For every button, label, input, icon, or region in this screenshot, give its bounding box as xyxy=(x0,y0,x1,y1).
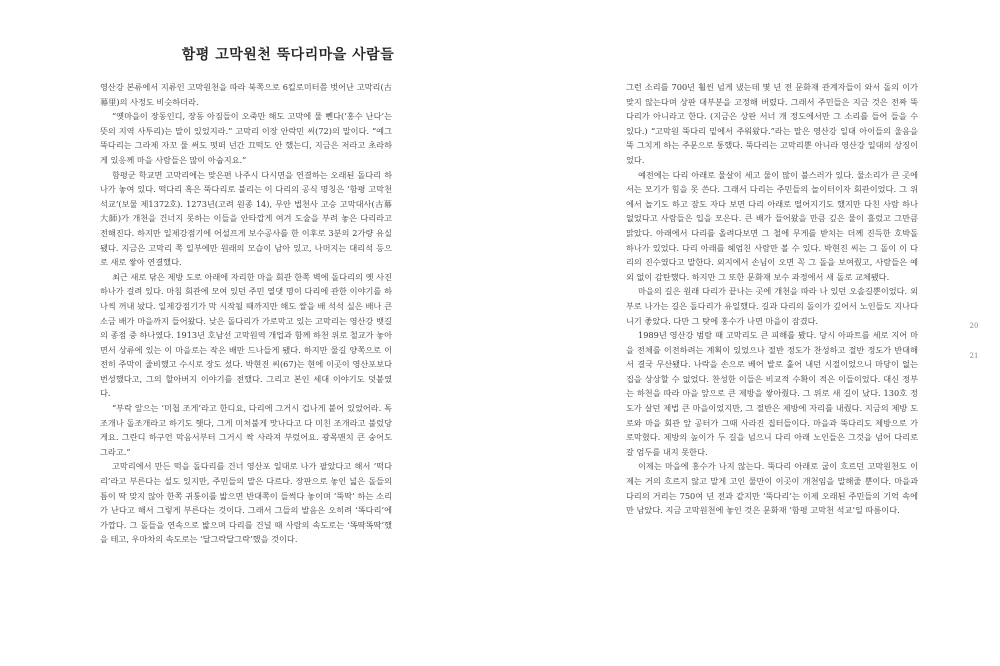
left-page-body xyxy=(100,80,392,547)
paragraph: 마을의 길은 원래 다리가 끝나는 곳에 개천을 따라 나 있던 오솔길뿐이었다. 외부로 나가는 길은 돌다리가 유일했다. 길과 다리의 돌이가 깊어서 노인들도 지나다니기 좋았다. 다만 그 탓에 홍수가 나면 마을이 잠겼다. xyxy=(626,286,918,326)
paragraph: 예전에는 다리 아래로 물살이 세고 물이 많이 불스러가 있다. 물소리가 큰 곳에서는 모기가 힘을 못 쓴다. 그래서 다리는 주민들의 놀이터이자 회관이었다. 그 위에서 놀기도 하고 잠도 자다 보면 다리 아래로 떨어지기도 했지만 다친 사람 하나 없었다고 사람들은 입을 모은다. 큰 배가 들어왔을 만큼 깊은 물이 흘렀고 그만큼 맑았다. 아래에서 다리를 올려다보면 그 철에 무게를 받치는 더께 진득한 호박돌 하나가 있었다. 다리 아래를 헤엄친 사람만 볼 수 있다. 박현진 씨는 그 돌이 이 다리의 진수였다고 말한다. 외지에서 손님이 오면 꼭 그 돌을 보여줬고, 사람들은 예외 없이 감탄했다. 하지만 그 또한 문화재 보수 과정에서 새 돌로 교체됐다. xyxy=(626,169,918,282)
page-title: 함평 고막원천 뚝다리마을 사람들 xyxy=(181,47,395,63)
paragraph-quote: “부락 앞으는 ‘미첩 조게’라고 한디요, 다리에 그거시 겁나게 붙어 있었어라. 독조개나 돌조개라고 하기도 햇다, 그게 미처불게 맛나다고 다 미친 조개라고 불렀당게요. 그란디 하구언 막음서부터 그거시 싹 사라져 부렀어요. 광목맨치 큰 숭어도 그라고.” xyxy=(100,403,392,457)
page-number-right: 21 xyxy=(969,352,979,360)
paragraph: 고막리에서 만든 떡을 돌다리를 건너 영산포 일대로 나가 팔았다고 해서 ‘떡다리’라고 부른다는 설도 있지만, 주민들의 말은 다르다. 장판으로 놓인 넓은 돌들의 틈이 딱 맞지 않아 한쪽 귀퉁이를 밟으면 반대쪽이 들썩다 놓이며 ‘뚝딱’ 하는 소리가 난다고 해서 그렇게 부른다는 것이다. 그래서 그들의 발음은 오히려 ‘똑다리’에 가깝다. 그 돌들을 연속으로 밟으며 다리를 건널 때 사람의 속도로는 ‘똑딱똑딱’했을 테고, 우마차의 속도로는 ‘달그락달그락’했을 것이다. xyxy=(100,461,392,545)
paragraph: 함평군 학교면 고막리에는 맞은편 나주시 다시면을 연결하는 오래된 돌다리 하나가 놓여 있다. 떡다리 혹은 뚝다리로 불리는 이 다리의 공식 명칭은 ‘함평 고막천 석교’(보물 제1372호). 1273년(고려 원종 14), 무안 법천사 고승 고막대사(古幕大師)가 개천을 건너지 못하는 이들을 안타깝게 여겨 도술을 부려 놓은 다리라고 전해진다. 하지만 일제강점기에 어설프게 보수공사를 한 이후로 3분의 2가량 유실됐다. 지금은 고막리 쪽 일부에만 원래의 모습이 남아 있고, 나머지는 대리석 등으로 새로 쌓아 연결했다. xyxy=(100,169,392,268)
paragraph: 이제는 마을에 홍수가 나지 않는다. 뚝다리 아래로 굽이 흐르던 고막원천도 이제는 거의 흐르지 않고 말게 고인 물만이 이곳이 개천임을 말해줄 뿐이다. 마을과 다리의 거리는 750여 년 전과 같지만 ‘뚝다리’는 이제 오래된 주민들의 기억 속에만 남았다. 지금 고막원천에 놓인 것은 문화재 ‘함평 고막천 석교’일 따름이다. xyxy=(626,461,918,516)
right-page-body xyxy=(626,80,918,518)
paragraph-quote: “옛마을이 장동인디, 장동 아짐들이 오죽만 해도 고막에 물 뻰다(‘홍수 난다’는 뜻의 지역 사투리)는 말이 있었지라.” 고막리 이장 안락민 씨(72)의 말이다. “예그 뚝다리는 그라제 자꼬 물 써도 떳떠 넌간 끄떡도 안 했는디, 지금은 저라고 초라하게 있응께 마을 사람들은 많이 아숩지요.” xyxy=(100,111,392,165)
paragraph: 1989년 영산강 범람 때 고막리도 큰 피해를 봤다. 당시 아파트를 세로 지어 마을 전체를 이전하려는 계획이 있었으나 절반 정도가 찬성하고 절반 정도가 반대해서 결국 무산됐다. 나락을 손으로 베어 발로 훑어 내던 시절이었으니 마당이 없는 집을 상상할 수 없었다. 찬성한 이들은 비교적 수확이 적은 이들이었다. 대신 정부는 하천을 따라 마을 앞으로 큰 제방을 쌓아줬다. 그 위로 새 길이 났다. 130호 정도가 살던 제법 큰 마을이었지만, 그 절반은 제방에 자리를 내줬다. 지금의 제방 도로와 마을 회관 앞 공터가 그때 사라진 집터들이다. 마을과 뚝다리도 제방으로 가로막혔다. 제방의 높이가 두 길을 넘으니 다리 아래 노인들은 그것을 넘어 다리로 갈 엄두를 내지 못한다. xyxy=(626,330,918,457)
paragraph: 그런 소리를 700년 훨씬 넘게 냈는데 몇 년 전 문화재 관계자들이 와서 돌의 이가 맞지 않는다며 상판 대부분을 고정해 버렸다. 그래서 주민들은 지금 것은 전짜 뚝다리가 아니라고 한다. (지금은 상판 서너 개 정도에서만 그 소리를 들어 들을 수 있다.) “고막원 뚝다리 밑에서 주워왔다.”라는 말은 영산강 일대 아이들의 울음을 뚝 그치게 하는 주문으로 통했다. 뚝다리는 고막리뿐 아니라 영산강 일대의 상징이었다. xyxy=(626,82,918,165)
paragraph: 영산강 본류에서 지류인 고막원천을 따라 북쪽으로 6킬로미터쯤 벗어난 고막리(古幕里)의 사정도 비슷하더라. xyxy=(100,82,392,107)
paragraph: 최근 새로 닦은 제방 도로 아래에 자리한 마을 회관 한쪽 벽에 돌다리의 옛 사진 하나가 걸려 있다. 마침 회관에 모여 있던 주민 열댓 명이 다리에 관한 이야기를 하나씩 꺼내 놨다. 일제강점기가 막 시작될 때까지만 해도 쌀을 배 석석 실은 배나 큰 소금 배가 마을까지 들어왔다. 낮은 돌다리가 가로막고 있는 고막리는 영산강 뱃길의 종점 중 하나였다. 1913년 호남선 고막원역 개업과 함께 하천 위로 철교가 놓아면서 상류에 있는 이 마을로는 작은 배만 드나들게 됐다. 하지만 물길 양쪽으로 이전히 주막이 줄비했고 수시로 장도 섰다. 박현진 씨(67)는 현에 이곳이 영산포보다 번성했다고, 그의 할아버지 이야기를 전했다. 그리고 본인 세대 이야기도 덧붙였다. xyxy=(100,271,392,399)
page-number-left: 20 xyxy=(969,322,979,330)
